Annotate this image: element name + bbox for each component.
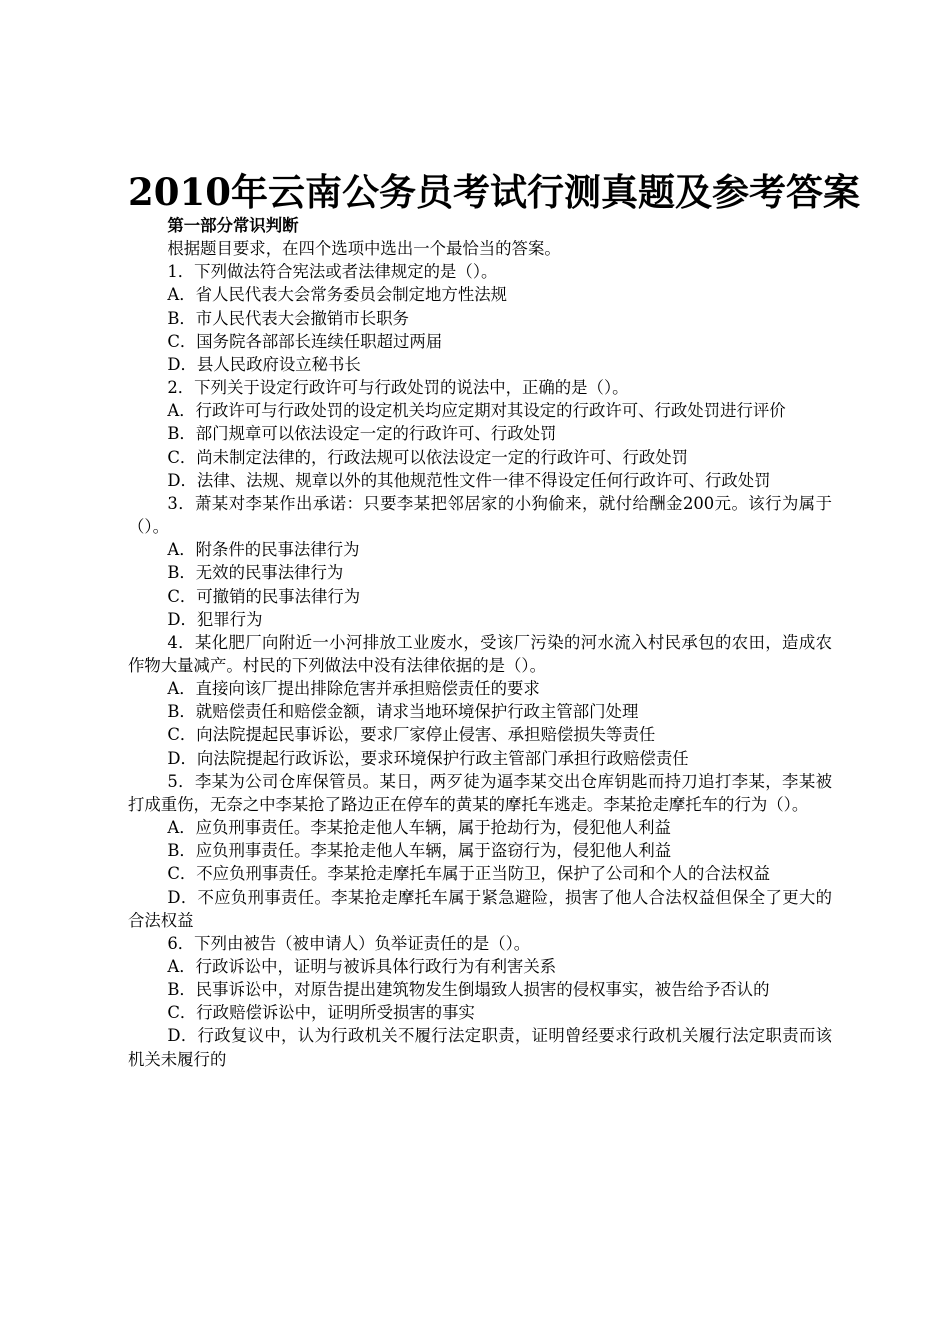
answer-option: A．直接向该厂提出排除危害并承担赔偿责任的要求: [167, 679, 540, 699]
answer-option: D．县人民政府设立秘书长: [167, 354, 361, 374]
answer-option: D．不应负刑事责任。李某抢走摩托车属于紧急避险，损害了他人合法权益但保全了更大的合法权益: [128, 887, 832, 930]
question-text: 6．下列由被告（被申请人）负举证责任的是（）。: [167, 933, 531, 953]
question-text: 4．某化肥厂向附近一小河排放工业废水，受该厂污染的河水流入村民承包的农田，造成农作物大量减产。村民的下列做法中没有法律依据的是（）。: [128, 632, 832, 675]
answer-option: B．无效的民事法律行为: [167, 563, 344, 583]
answer-option: D．行政复议中，认为行政机关不履行法定职责，证明曾经要求行政机关履行法定职责而该机关未履行的: [128, 1026, 832, 1069]
answer-option: B．市人民代表大会撤销市长职务: [167, 308, 409, 328]
question-text: 1．下列做法符合宪法或者法律规定的是（）。: [167, 262, 498, 282]
answer-option: D．向法院提起行政诉讼，要求环境保护行政主管部门承担行政赔偿责任: [167, 748, 689, 768]
document-title: 2010年云南公务员考试行测真题及参考答案: [128, 170, 860, 214]
question-text: 2．下列关于设定行政许可与行政处罚的说法中，正确的是（）。: [167, 378, 629, 398]
answer-option: C．国务院各部部长连续任职超过两届: [167, 331, 443, 351]
answer-option: A．行政许可与行政处罚的设定机关均应定期对其设定的行政许可、行政处罚进行评价: [167, 401, 786, 421]
answer-option: D．犯罪行为: [167, 609, 263, 629]
answer-option: A．省人民代表大会常务委员会制定地方性法规: [167, 285, 508, 305]
instruction-text: 根据题目要求，在四个选项中选出一个最恰当的答案。: [167, 239, 561, 259]
answer-option: C．不应负刑事责任。李某抢走摩托车属于正当防卫，保护了公司和个人的合法权益: [167, 864, 770, 884]
answer-option: B．部门规章可以依法设定一定的行政许可、行政处罚: [167, 424, 557, 444]
section-heading: 第一部分常识判断: [167, 216, 299, 235]
question-text: 5．李某为公司仓库保管员。某日，两歹徒为逼李某交出仓库钥匙而持刀追打李某，李某被打成重伤，无奈之中李某抢了路边正在停车的黄某的摩托车逃走。李某抢走摩托车的行为（）。: [128, 771, 832, 814]
answer-option: B．就赔偿责任和赔偿金额，请求当地环境保护行政主管部门处理: [167, 702, 639, 722]
answer-option: B．应负刑事责任。李某抢走他人车辆，属于盗窃行为，侵犯他人利益: [167, 841, 672, 861]
answer-option: C．向法院提起民事诉讼，要求厂家停止侵害、承担赔偿损失等责任: [167, 725, 656, 745]
answer-option: A．附条件的民事法律行为: [167, 540, 360, 560]
question-text: 3．萧某对李某作出承诺：只要李某把邻居家的小狗偷来，就付给酬金200元。该行为属于（）。: [128, 493, 832, 537]
answer-option: C．尚未制定法律的，行政法规可以依法设定一定的行政许可、行政处罚: [167, 447, 689, 467]
document-body: [128, 214, 832, 1071]
answer-option: B．民事诉讼中，对原告提出建筑物发生倒塌致人损害的侵权事实，被告给予否认的: [167, 980, 770, 1000]
answer-option: A．行政诉讼中，证明与被诉具体行政行为有利害关系: [167, 957, 557, 976]
answer-option: C．可撤销的民事法律行为: [167, 586, 361, 606]
answer-option: A．应负刑事责任。李某抢走他人车辆，属于抢劫行为，侵犯他人利益: [167, 818, 671, 838]
answer-option: C．行政赔偿诉讼中，证明所受损害的事实: [167, 1003, 475, 1023]
answer-option: D．法律、法规、规章以外的其他规范性文件一律不得设定任何行政许可、行政处罚: [167, 470, 771, 490]
